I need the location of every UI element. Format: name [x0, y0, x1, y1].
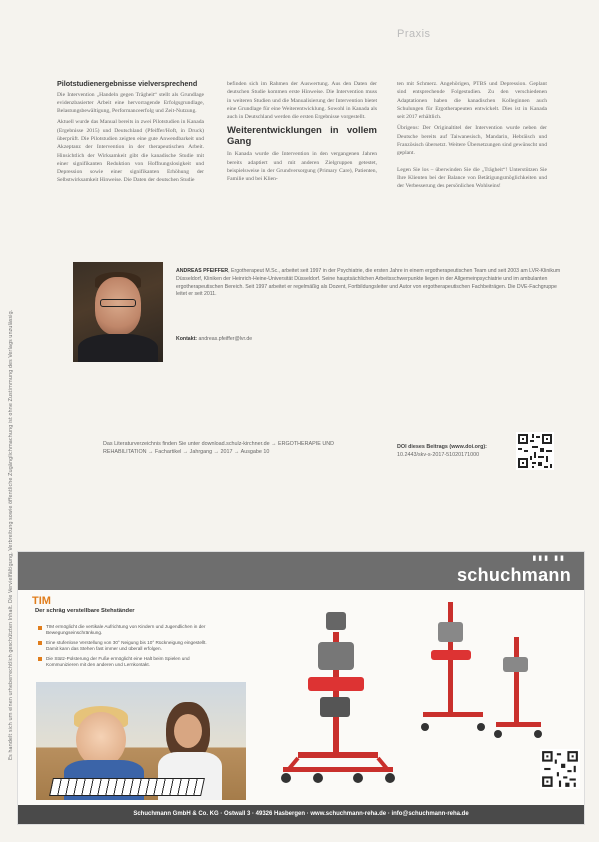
paragraph: befinden sich im Rahmen der Auswertung. Aus den Daten der deutschen Studie kommen erste Hinweise. Die Intervention muss in weiteren Studien und die Manualisierung der Intervention bietet eine Grundlage für eine Weiterentwicklung. Sowohl in Kanada als auch in Deutschland werden die ersten Ergebnisse vorgestellt. [227, 81, 377, 121]
author-name: ANDREAS PFEIFFER [176, 268, 229, 274]
ad-footer-contact: Schuchmann GmbH & Co. KG · Ostwall 3 · 49326 Hasbergen · www.schuchmann-reha.de · info@schuchmann-reha.de [18, 805, 584, 824]
feature-list [38, 624, 218, 671]
ad-header-bar [18, 552, 584, 590]
section-heading: Pilotstudienergebnisse vielversprechend [57, 79, 198, 88]
children-playing-photo [36, 682, 246, 800]
qr-code-icon[interactable] [516, 432, 554, 470]
article-column-2 [227, 80, 377, 187]
product-subtitle: Der schräg verstellbare Stehständer [35, 608, 135, 614]
author-photo [73, 262, 163, 362]
brand-logo: schuchmann [456, 565, 571, 585]
author-bio [176, 268, 563, 299]
section-heading: Weiterentwicklungen in vollem Gang [227, 125, 377, 148]
paragraph: Die Intervention „Handeln gegen Trägheit“ stellt als Grundlage evidenzbasierter Arbeit eine hervorragende Erfolgsgrundlage, Belastungsbewältigung, Performanceerfolg und Zeit-Nutzung. [57, 91, 204, 115]
references-note: Das Literaturverzeichnis finden Sie unter download.schulz-kirchner.de → ERGOTHERAPIE UND REHABILITATION → Fachartikel → Jahrgang → 2017 → Ausgabe 10 [103, 441, 334, 455]
contact-email[interactable]: andreas.pfeiffer@lvr.de [198, 336, 253, 342]
author-bio-text: , Ergotherapeut M.Sc., arbeitet seit 1997 in der Psychiatrie, die ersten Jahre in einem ergotherapeutischen Team und seit 2003 am LVR-Klinikum Düsseldorf, Kliniken der Heinrich-Heine-Universität Düsseldorf. Seine hauptsächlichen Arbeitsschwerpunkte liegen in der Allgemeinpsychiatrie und im ambulanten ergotherapeutischen Bereich. Seit 1997 arbeitet er regelmäßig als Dozent, Fortbildungsleiter und Autor von ergotherapeutischen Fachbeiträgen. Die DVE-Fachgruppe leitet er seit 2011. [176, 268, 561, 298]
copyright-sidebar-text: Es handelt sich um einen urheberrechtlich geschützten Inhalt. Die Vervielfältigung, Verbreitung sowie öffentliche Zugänglichmachung ist ohne Zustimmung des Verlags unzulässig. [8, 309, 14, 760]
doi-label: DOI dieses Beitrags (www.doi.org): [397, 444, 487, 450]
feature-item: Eine stufenlose Verstellung von 30° Neigung bis 10° Rückneigung eingestellt. Damit kann das Stehen fast immer und überall erfolgen. [38, 640, 218, 653]
feature-item: Die Stütz-Polsterung der Fuße ermöglicht eine Halt beim Spielen und Kommunizieren mit den anderen und Lernkontakt. [38, 656, 218, 669]
brand-logo-mark: ▮▮▮ ▮▮ [532, 554, 566, 562]
paragraph: In Kanada wurde die Intervention in den vergangenen Jahren bereits adaptiert und mit anderen Zielgruppen getestet, beispielsweise in der Grundversorgung (Primary Care), Patienten, Familie und bei Klien- [227, 151, 377, 183]
product-title: TIM [32, 595, 51, 607]
doi-block [397, 443, 517, 459]
contact-label: Kontakt: [176, 336, 198, 342]
stander-product-image-small [413, 592, 493, 742]
advertisement [17, 551, 585, 825]
article-column-1 [57, 80, 204, 188]
paragraph: ten mit Schmerz. Angehörigen, PTBS und Depression. Geplant sind entsprechende Folgestudien. Zu den verschiedenen Adaptationen haben die kanadischen Kolleginnen auch Schulungen für Ergotherapeuten entwickelt. Dies ist in Kanada seit 2017 erhältlich. [397, 81, 547, 121]
stander-product-image-large [278, 602, 398, 792]
ad-qr-code-icon[interactable] [540, 749, 580, 789]
doi-value[interactable]: 10.2443/skv-s-2017-51020171000 [397, 452, 480, 458]
author-contact [176, 336, 252, 342]
article-column-3 [397, 80, 547, 194]
section-label: Praxis [397, 28, 431, 40]
paragraph: Übrigens: Der Originaltitel der Intervention wurde neben der Deutsche bereits auf Taiwanesisch, Mandarin, Hebräisch und Französisch übersetzt. Weitere Übersetzungen sind gewünscht und geplant. [397, 125, 547, 157]
stander-product-image-side [488, 632, 548, 742]
author-box [73, 262, 565, 367]
closing-paragraph: Legen Sie los – überwinden Sie die „Trägheit“! Unterstützen Sie Ihre Klienten bei der Balance von Betätigungsmöglichkeiten und der Verbesserung des persönlichen Wohlseins! [397, 166, 547, 190]
feature-item: TIM ermöglicht die vertikale Aufrichtung von Kindern und Jugendlichen in der Bewegungseinschränkung. [38, 624, 218, 637]
paragraph: Aktuell wurde das Manual bereits in zwei Pilotstudien in Kanada (Ergebnisse 2015) und Deutschland (Pfeiffer/Hoft, in Druck) überprüft. Die Pilotstudien zeigten eine gute Anwendbarkeit und Akzeptanz der Intervention in der therapeutischen Arbeit. Hinsichtlich der Wirksamkeit gibt die kanadische Studie mit einer signifikanten Reduktion von Hoffnungslosigkeit und Depression sowie einer signifikanten Erhöhung der Selbstwirksamkeit Hinweise. Die Daten der deutschen Studie [57, 119, 204, 184]
